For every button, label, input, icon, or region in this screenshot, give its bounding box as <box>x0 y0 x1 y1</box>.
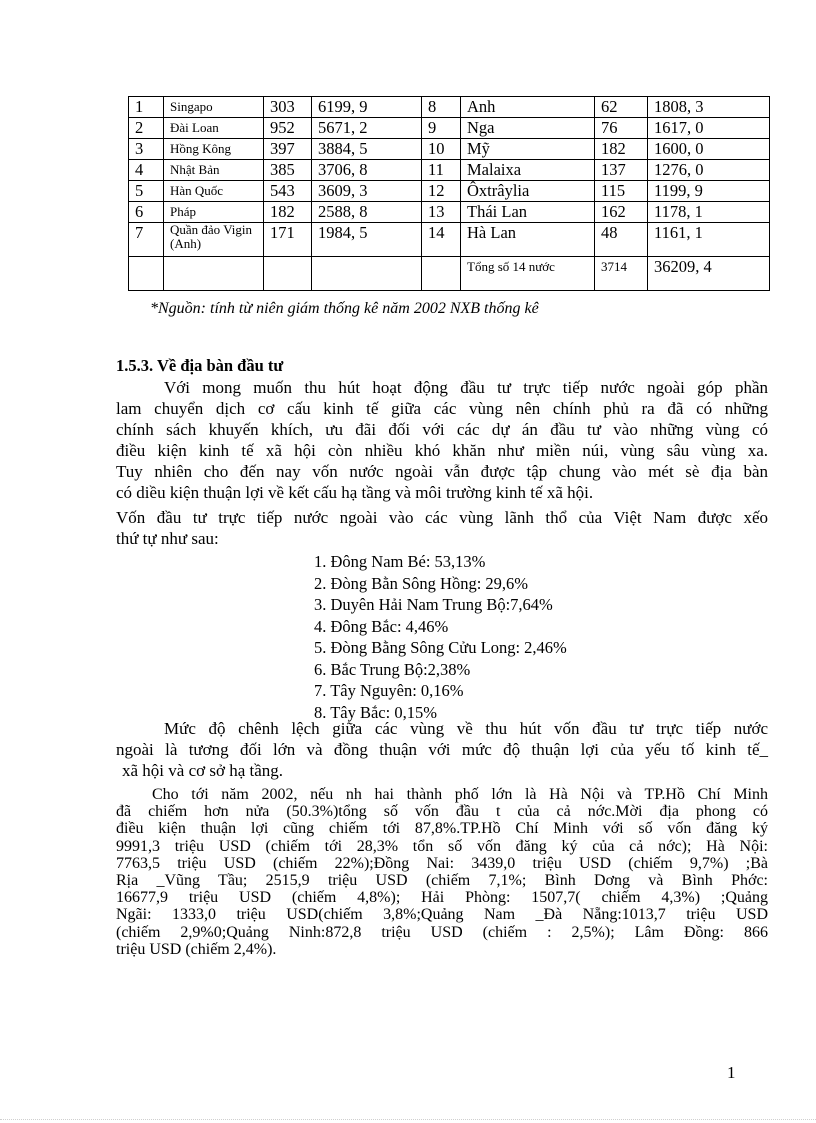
projects-cell: 137 <box>595 160 648 181</box>
paragraph-4 <box>116 786 768 958</box>
country-cell: Anh <box>461 97 595 118</box>
text-line: Tuy nhiên cho đến nay vốn nước ngoài vẫn được tập chung vào mét sè địa bàn <box>116 462 768 481</box>
projects-cell: 543 <box>264 181 312 202</box>
rank-cell: 2 <box>129 118 164 139</box>
text-line: 7763,5 triệu USD (chiếm 22%);Đồng Nai: 3439,0 triệu USD (chiếm 9,7%) ;Bà <box>116 854 768 872</box>
capital-cell: 3609, 3 <box>312 181 422 202</box>
list-item: 7. Tây Nguyên: 0,16% <box>314 681 464 700</box>
country-cell: Quần đảo Vigin (Anh) <box>164 223 264 257</box>
text-line: điều kiện kinh tế xã hội còn nhiều khó khăn như miền núi, vùng sâu vùng xa. <box>116 441 768 460</box>
list-item: 6. Bắc Trung Bộ:2,38% <box>314 659 471 679</box>
paragraph-2 <box>116 507 768 549</box>
rank-cell: 4 <box>129 160 164 181</box>
rank-cell: 11 <box>422 160 461 181</box>
country-cell: Singapo <box>164 97 264 118</box>
projects-cell: 48 <box>595 223 648 257</box>
country-cell: Hà Lan <box>461 223 595 257</box>
text-line: Cho tới năm 2002, nếu nh hai thành phố lớn là Hà Nội và TP.Hồ Chí Minh <box>152 786 768 803</box>
rank-cell: 14 <box>422 223 461 257</box>
text-line: thứ tự như sau: <box>116 529 219 548</box>
country-cell: Hàn Quốc <box>164 181 264 202</box>
source-note: *Nguồn: tính từ niên giám thống kê năm 2002 NXB thống kê <box>150 300 539 317</box>
table-row <box>129 139 770 160</box>
text-line: chính sách khuyến khích, ưu đãi đối với các dự án đầu tư vào những vùng có <box>116 420 768 439</box>
projects-cell: 303 <box>264 97 312 118</box>
projects-cell: 182 <box>595 139 648 160</box>
table-row <box>129 118 770 139</box>
country-cell: Mỹ <box>461 139 595 160</box>
country-cell: Pháp <box>164 202 264 223</box>
capital-cell: 1178, 1 <box>648 202 770 223</box>
text-line: 9991,3 triệu USD (chiếm tới 28,3% tổn số vốn đăng ký của cả nớc); Hà Nội: <box>116 837 768 855</box>
list-item: 4. Đông Bắc: 4,46% <box>314 616 449 636</box>
page-bottom-rule <box>0 1119 816 1120</box>
projects-cell: 385 <box>264 160 312 181</box>
empty-cell <box>129 257 164 291</box>
table-row <box>129 160 770 181</box>
capital-cell: 1276, 0 <box>648 160 770 181</box>
text-line: ngoài là tương đối lớn và đồng thuận với mức độ thuận lợi của yếu tố kinh tế_ <box>116 740 768 759</box>
empty-cell <box>164 257 264 291</box>
table-row <box>129 97 770 118</box>
empty-cell <box>312 257 422 291</box>
list-item: 1. Đông Nam Bé: 53,13% <box>314 552 486 571</box>
capital-cell: 5671, 2 <box>312 118 422 139</box>
projects-cell: 952 <box>264 118 312 139</box>
paragraph-3 <box>116 718 768 781</box>
table-row <box>129 202 770 223</box>
country-cell: Đài Loan <box>164 118 264 139</box>
projects-cell: 171 <box>264 223 312 257</box>
projects-cell: 397 <box>264 139 312 160</box>
rank-cell: 13 <box>422 202 461 223</box>
text-line: Mức độ chênh lệch giữa các vùng về thu hút vốn đầu tư trực tiếp nước <box>164 719 768 738</box>
projects-cell: 76 <box>595 118 648 139</box>
projects-cell: 162 <box>595 202 648 223</box>
rank-cell: 10 <box>422 139 461 160</box>
empty-cell <box>422 257 461 291</box>
capital-cell: 1199, 9 <box>648 181 770 202</box>
rank-cell: 1 <box>129 97 164 118</box>
text-line: Vốn đầu tư trực tiếp nước ngoài vào các vùng lãnh thổ của Việt Nam được xếo <box>116 508 768 527</box>
country-cell: Nhật Bản <box>164 160 264 181</box>
capital-cell: 1808, 3 <box>648 97 770 118</box>
capital-cell: 3884, 5 <box>312 139 422 160</box>
list-item: 5. Đòng Bằng Sông Cửu Long: 2,46% <box>314 638 567 657</box>
rank-cell: 7 <box>129 223 164 257</box>
total-projects: 3714 <box>595 257 648 291</box>
capital-cell: 6199, 9 <box>312 97 422 118</box>
text-line: đã chiếm hơn nửa (50.3%)tổng số vốn đầu t của cả nớc.Mời địa phong có <box>116 803 768 821</box>
total-capital: 36209, 4 <box>648 257 770 291</box>
table-row <box>129 223 770 257</box>
country-cell: Nga <box>461 118 595 139</box>
capital-cell: 1617, 0 <box>648 118 770 139</box>
capital-cell: 1600, 0 <box>648 139 770 160</box>
projects-cell: 182 <box>264 202 312 223</box>
text-line: có diều kiện thuận lợi về kết cấu hạ tầng và môi trường kinh tế xã hội. <box>116 483 594 502</box>
list-item: 3. Duyên Hải Nam Trung Bộ:7,64% <box>314 595 553 614</box>
fdi-country-table <box>128 96 770 291</box>
capital-cell: 1984, 5 <box>312 223 422 257</box>
total-label: Tổng số 14 nước <box>461 257 595 291</box>
rank-cell: 5 <box>129 181 164 202</box>
capital-cell: 2588, 8 <box>312 202 422 223</box>
text-line: (chiếm 2,9%0;Quảng Ninh:872,8 triệu USD (chiếm : 2,5%); Lâm Đồng: 866 <box>116 923 768 941</box>
country-cell: Thái Lan <box>461 202 595 223</box>
rank-cell: 3 <box>129 139 164 160</box>
empty-cell <box>264 257 312 291</box>
country-cell: Malaixa <box>461 160 595 181</box>
page-number: 1 <box>727 1063 736 1082</box>
rank-cell: 8 <box>422 97 461 118</box>
list-item: 8. Tây Bắc: 0,15% <box>314 702 437 722</box>
paragraph-1 <box>116 377 768 503</box>
rank-cell: 6 <box>129 202 164 223</box>
table-row <box>129 181 770 202</box>
text-line: điều kiện thuận lợi cũng chiếm tới 87,8%.TP.Hồ Chí Minh với số vốn đăng ký <box>116 820 768 838</box>
region-ranking-list <box>314 551 567 723</box>
section-heading: 1.5.3. Về địa bàn đầu tư <box>116 356 284 375</box>
text-line: lam chuyển dịch cơ cấu kinh tế giữa các vùng nên chính phủ ra đã có những <box>116 399 768 418</box>
projects-cell: 115 <box>595 181 648 202</box>
country-cell: Ôxtrâylia <box>461 181 595 202</box>
text-line: 16677,9 triệu USD (chiếm 4,8%); Hải Phòng: 1507,7( chiếm 4,3%) ;Quảng <box>116 889 768 907</box>
projects-cell: 62 <box>595 97 648 118</box>
country-cell: Hồng Kông <box>164 139 264 160</box>
capital-cell: 1161, 1 <box>648 223 770 257</box>
text-line: xã hội và cơ sở hạ tầng. <box>122 761 284 780</box>
text-line: Với mong muốn thu hút hoạt động đầu tư trực tiếp nước ngoài góp phần <box>164 378 768 397</box>
text-line: Ngãi: 1333,0 triệu USD(chiếm 3,8%;Quảng Nam _Đà Nẵng:1013,7 triệu USD <box>116 906 768 924</box>
text-line: Rịa _Vũng Tầu; 2515,9 triệu USD (chiếm 7,1%; Bình Dơng và Bình Phớc: <box>116 872 768 890</box>
list-item: 2. Đòng Bằn Sông Hồng: 29,6% <box>314 573 529 593</box>
text-line: triệu USD (chiếm 2,4%). <box>116 940 277 958</box>
capital-cell: 3706, 8 <box>312 160 422 181</box>
rank-cell: 9 <box>422 118 461 139</box>
rank-cell: 12 <box>422 181 461 202</box>
table-total-row <box>129 257 770 291</box>
